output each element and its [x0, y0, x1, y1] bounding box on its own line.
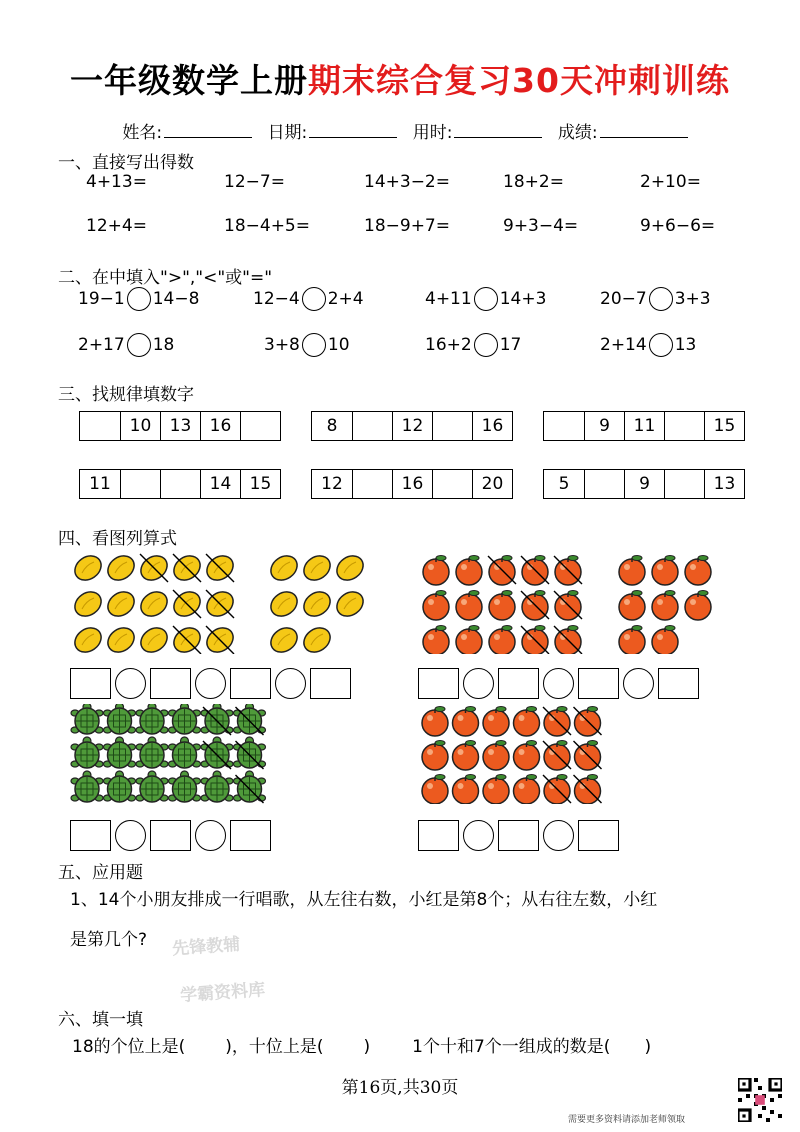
sequence-cell[interactable]: 13	[160, 412, 200, 440]
orange-item	[453, 707, 479, 737]
sequence-row	[543, 411, 745, 441]
turtle-item	[71, 771, 103, 802]
calc-item: 18−9+7=	[364, 216, 450, 236]
section-6-heading: 六、填一填	[58, 1010, 143, 1030]
sequence-cell[interactable]: 9	[624, 470, 664, 498]
orange-item	[619, 556, 645, 586]
compare-item	[425, 333, 521, 357]
turtle-item	[169, 771, 201, 802]
sequence-cell[interactable]: 9	[584, 412, 624, 440]
footer-note: 需要更多资料请添加老师领取	[568, 1115, 686, 1125]
compare-item	[425, 287, 546, 311]
lemon-item	[299, 623, 335, 654]
fill-text: 1个十和7个一组成的数是(	[412, 1037, 611, 1057]
lemon-item	[266, 623, 302, 654]
compare-circle[interactable]	[302, 333, 326, 357]
compare-circle[interactable]	[474, 287, 498, 311]
compare-circle[interactable]	[474, 333, 498, 357]
operator-circle[interactable]	[195, 668, 226, 699]
sequence-cell[interactable]: 16	[200, 412, 240, 440]
orange-item	[453, 775, 479, 805]
orange-item	[483, 707, 509, 737]
orange-item	[456, 626, 482, 655]
operator-circle[interactable]	[543, 820, 574, 851]
time-label: 用时:	[412, 123, 453, 143]
lemon-item	[299, 587, 335, 621]
compare-circle[interactable]	[127, 333, 151, 357]
problem-1-line-1: 1、14个小朋友排成一行唱歌，从左往右数，小红是第8个；从右往左数，小红	[70, 890, 658, 910]
turtle-item	[71, 737, 103, 768]
compare-circle[interactable]	[302, 287, 326, 311]
fill-text: 18的个位上是(	[72, 1037, 186, 1057]
compare-item	[264, 333, 350, 357]
sequence-cell[interactable]: 12	[392, 412, 432, 440]
sequence-cell[interactable]: 11	[624, 412, 664, 440]
answer-box[interactable]	[150, 820, 191, 851]
compare-left: 19−1	[78, 289, 125, 309]
calc-item: 9+6−6=	[640, 216, 716, 236]
compare-left: 16+2	[425, 335, 472, 355]
operator-circle[interactable]	[623, 668, 654, 699]
sequence-row	[311, 411, 513, 441]
answer-box[interactable]	[578, 668, 619, 699]
section-3-heading: 三、找规律填数字	[58, 385, 194, 405]
sequence-cell[interactable]	[664, 412, 704, 440]
calc-item: 12−7=	[224, 172, 285, 192]
lemon-item	[266, 587, 302, 621]
lemon-group-left	[70, 550, 240, 654]
sequence-cell[interactable]	[432, 412, 472, 440]
time-blank[interactable]	[454, 124, 542, 138]
operator-circle[interactable]	[115, 820, 146, 851]
orange-item	[453, 741, 479, 771]
orange-item	[456, 591, 482, 621]
turtle-item	[104, 771, 136, 802]
sequence-cell[interactable]	[664, 470, 704, 498]
lemon-item	[103, 587, 139, 621]
watermark-2: 学霸资料库	[179, 980, 266, 1006]
title-red: 期末综合复习30天冲刺训练	[308, 61, 730, 100]
name-blank[interactable]	[164, 124, 252, 138]
lemon-item	[70, 587, 106, 621]
compare-circle[interactable]	[127, 287, 151, 311]
sequence-row	[311, 469, 513, 499]
sequence-cell[interactable]	[80, 412, 120, 440]
problem-1-line-2: 是第几个?	[70, 930, 148, 950]
section-4-heading: 四、看图列算式	[58, 529, 177, 549]
lemon-item	[103, 551, 139, 585]
orange-item	[423, 591, 449, 621]
sequence-cell[interactable]	[352, 470, 392, 498]
compare-left: 3+8	[264, 335, 300, 355]
turtle-item	[201, 771, 233, 802]
sequence-row	[79, 411, 281, 441]
operator-circle[interactable]	[463, 668, 494, 699]
orange-item	[422, 707, 448, 737]
calc-item: 18+2=	[503, 172, 564, 192]
calc-item: 4+13=	[86, 172, 147, 192]
score-label: 成绩:	[557, 123, 598, 143]
answer-box[interactable]	[310, 668, 351, 699]
orange-item	[422, 741, 448, 771]
orange-item	[514, 741, 540, 771]
orange-item	[483, 775, 509, 805]
turtle-item	[169, 737, 201, 768]
compare-item	[600, 287, 711, 311]
calc-item: 2+10=	[640, 172, 701, 192]
compare-right: 3+3	[674, 289, 711, 309]
orange-item	[489, 591, 515, 621]
answer-box[interactable]	[418, 820, 459, 851]
compare-right: 18	[152, 335, 175, 355]
orange-item	[685, 556, 711, 586]
qr-code-icon[interactable]	[738, 1078, 782, 1122]
fill-text: )	[363, 1037, 371, 1057]
watermark-1: 先锋教辅	[171, 934, 241, 960]
equation-boxes-2	[418, 668, 699, 699]
turtle-item	[169, 704, 201, 734]
worksheet-title	[0, 55, 800, 102]
turtle-group	[70, 704, 270, 804]
sequence-cell[interactable]: 15	[240, 470, 280, 498]
turtle-item	[104, 737, 136, 768]
fill-text: )	[644, 1037, 652, 1057]
date-blank[interactable]	[309, 124, 397, 138]
compare-left: 2+17	[78, 335, 125, 355]
calc-item: 18−4+5=	[224, 216, 310, 236]
compare-right: 10	[327, 335, 350, 355]
answer-box[interactable]	[70, 820, 111, 851]
turtle-item	[201, 737, 233, 768]
compare-item	[78, 287, 199, 311]
operator-circle[interactable]	[463, 820, 494, 851]
turtle-item	[71, 704, 103, 734]
title-black: 一年级数学上册	[70, 61, 309, 100]
sequence-row	[543, 469, 745, 499]
orange-item	[423, 556, 449, 586]
compare-right: 14+3	[499, 289, 547, 309]
orange-item	[652, 626, 678, 655]
answer-box[interactable]	[150, 668, 191, 699]
lemon-item	[103, 623, 139, 654]
orange-item	[652, 556, 678, 586]
turtle-item	[136, 737, 168, 768]
turtle-item	[104, 704, 136, 734]
orange-item	[422, 775, 448, 805]
sequence-cell[interactable]: 20	[472, 470, 512, 498]
sequence-cell[interactable]: 13	[704, 470, 744, 498]
orange-item	[423, 626, 449, 655]
compare-item	[78, 333, 174, 357]
compare-right: 14−8	[152, 289, 200, 309]
equation-boxes-4	[418, 820, 619, 851]
lemon-item	[70, 551, 106, 585]
equation-boxes-3	[70, 820, 271, 851]
turtle-item	[136, 704, 168, 734]
compare-left: 12−4	[253, 289, 300, 309]
compare-item	[600, 333, 696, 357]
sequence-cell[interactable]: 5	[558, 474, 570, 494]
sequence-cell[interactable]	[432, 470, 472, 498]
compare-right: 17	[499, 335, 522, 355]
orange-item	[483, 741, 509, 771]
calc-item: 14+3−2=	[364, 172, 450, 192]
orange-item	[619, 591, 645, 621]
operator-circle[interactable]	[543, 668, 574, 699]
orange-item	[456, 556, 482, 586]
section-1-heading: 一、直接写出得数	[58, 153, 194, 173]
turtle-item	[201, 704, 233, 734]
sequence-cell[interactable]	[352, 412, 392, 440]
student-info-line	[0, 118, 800, 143]
sequence-cell[interactable]: 16	[472, 412, 512, 440]
orange-item	[685, 591, 711, 621]
score-blank[interactable]	[600, 124, 688, 138]
answer-box[interactable]	[70, 668, 111, 699]
page-number: 第16页,共30页	[341, 1078, 459, 1098]
sequence-cell[interactable]	[544, 412, 584, 440]
compare-right: 13	[674, 335, 697, 355]
sequence-cell[interactable]	[240, 412, 280, 440]
sequence-cell[interactable]: 8	[326, 416, 338, 436]
date-label: 日期:	[267, 123, 308, 143]
lemon-item	[332, 587, 366, 621]
sequence-cell[interactable]: 12	[321, 474, 343, 494]
orange-group-right	[614, 550, 714, 654]
operator-circle[interactable]	[195, 820, 226, 851]
answer-box[interactable]	[498, 668, 539, 699]
orange-item	[514, 775, 540, 805]
sequence-row	[79, 469, 281, 499]
turtle-item	[234, 771, 266, 802]
sequence-cell[interactable]	[120, 470, 160, 498]
calc-item: 9+3−4=	[503, 216, 579, 236]
lemon-item	[136, 587, 172, 621]
orange-group-bottom	[418, 704, 618, 804]
operator-circle[interactable]	[115, 668, 146, 699]
compare-left: 4+11	[425, 289, 472, 309]
calc-item: 12+4=	[86, 216, 147, 236]
compare-circle[interactable]	[649, 287, 673, 311]
orange-item	[619, 626, 645, 655]
answer-box[interactable]	[230, 668, 271, 699]
turtle-item	[136, 771, 168, 802]
turtle-item	[234, 704, 266, 734]
answer-box[interactable]	[230, 820, 271, 851]
lemon-item	[70, 623, 106, 654]
sequence-cell[interactable]	[584, 470, 624, 498]
sequence-cell[interactable]	[160, 470, 200, 498]
orange-group-left	[418, 550, 588, 654]
lemon-item	[332, 551, 366, 585]
sequence-cell[interactable]: 16	[392, 470, 432, 498]
sequence-cell[interactable]: 10	[120, 412, 160, 440]
lemon-group-right	[266, 550, 366, 654]
compare-left: 2+14	[600, 335, 647, 355]
orange-item	[514, 707, 540, 737]
fill-text: )，十位上是(	[225, 1037, 324, 1057]
orange-item	[652, 591, 678, 621]
answer-box[interactable]	[498, 820, 539, 851]
answer-box[interactable]	[658, 668, 699, 699]
orange-item	[489, 626, 515, 655]
compare-circle[interactable]	[649, 333, 673, 357]
operator-circle[interactable]	[275, 668, 306, 699]
answer-box[interactable]	[578, 820, 619, 851]
sequence-cell[interactable]: 11	[89, 474, 111, 494]
lemon-item	[266, 551, 302, 585]
turtle-item	[234, 737, 266, 768]
answer-box[interactable]	[418, 668, 459, 699]
sequence-cell[interactable]: 15	[704, 412, 744, 440]
section-2-heading: 二、在中填入">","<"或"="	[58, 268, 273, 288]
compare-left: 20−7	[600, 289, 647, 309]
sequence-cell[interactable]: 14	[200, 470, 240, 498]
lemon-item	[136, 623, 172, 654]
fill-line	[72, 1032, 651, 1057]
compare-item	[253, 287, 364, 311]
section-5-heading: 五、应用题	[58, 863, 143, 883]
compare-right: 2+4	[327, 289, 364, 309]
equation-boxes-1	[70, 668, 351, 699]
lemon-item	[299, 551, 335, 585]
name-label: 姓名:	[122, 123, 163, 143]
